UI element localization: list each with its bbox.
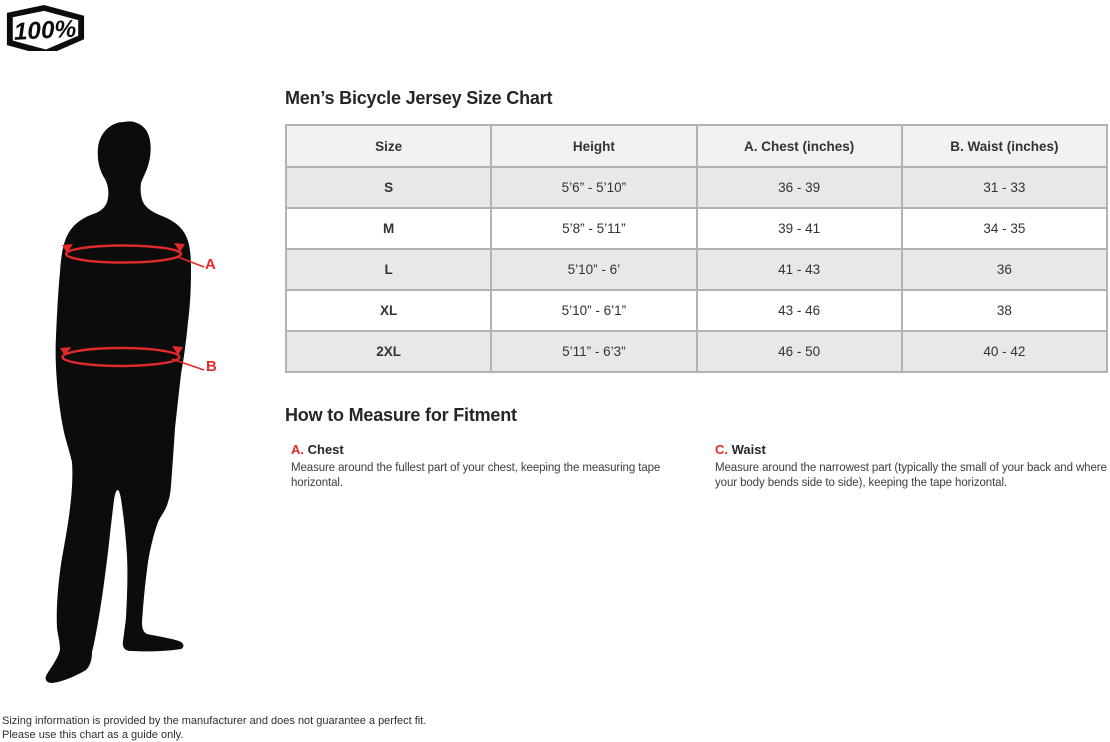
measure-key-c: C. xyxy=(715,442,728,457)
measure-desc-chest: Measure around the fullest part of your chest, keeping the measuring tape horizontal. xyxy=(291,462,661,489)
table-row xyxy=(286,249,1107,290)
cell-size: M xyxy=(286,208,491,249)
measure-key-a: A. xyxy=(291,442,304,457)
cell-waist: 36 xyxy=(902,249,1107,290)
cell-waist: 34 - 35 xyxy=(902,208,1107,249)
cell-waist: 40 - 42 xyxy=(902,331,1107,372)
cell-waist: 38 xyxy=(902,290,1107,331)
cell-height: 5’10” - 6’ xyxy=(491,249,696,290)
measure-item-chest xyxy=(291,442,679,491)
table-row xyxy=(286,167,1107,208)
measure-item-waist xyxy=(715,442,1107,491)
column-header-size: Size xyxy=(286,125,491,167)
cell-size: XL xyxy=(286,290,491,331)
100-percent-logo-icon xyxy=(3,4,87,51)
cell-chest: 46 - 50 xyxy=(697,331,902,372)
table-row xyxy=(286,208,1107,249)
svg-text:100%: 100% xyxy=(13,15,77,46)
how-to-measure-heading: How to Measure for Fitment xyxy=(285,405,517,425)
cell-height: 5’8” - 5’11” xyxy=(491,208,696,249)
measure-name-chest: Chest xyxy=(307,442,344,457)
cell-height: 5’11” - 6’3” xyxy=(491,331,696,372)
cell-waist: 31 - 33 xyxy=(902,167,1107,208)
cell-chest: 36 - 39 xyxy=(697,167,902,208)
table-header-row xyxy=(286,125,1107,167)
table-row xyxy=(286,290,1107,331)
measure-item-waist-title xyxy=(715,442,1107,457)
page-title: Men’s Bicycle Jersey Size Chart xyxy=(285,88,553,108)
cell-size: L xyxy=(286,249,491,290)
chest-measure-label-a: A xyxy=(205,256,216,273)
footer-line-2: Please use this chart as a guide only. xyxy=(2,729,184,741)
cell-height: 5’10” - 6’1” xyxy=(491,290,696,331)
column-header-chest: A. Chest (inches) xyxy=(697,125,902,167)
body-silhouette-shape xyxy=(46,121,191,683)
cell-height: 5’6” - 5’10” xyxy=(491,167,696,208)
cell-chest: 41 - 43 xyxy=(697,249,902,290)
column-header-waist: B. Waist (inches) xyxy=(902,125,1107,167)
measure-instructions xyxy=(291,442,1108,491)
size-chart-content xyxy=(285,88,1108,491)
column-header-height: Height xyxy=(491,125,696,167)
waist-measure-label-b: B xyxy=(206,358,217,375)
cell-size: S xyxy=(286,167,491,208)
measure-item-chest-title xyxy=(291,442,679,457)
footer-disclaimer xyxy=(2,714,426,742)
table-row xyxy=(286,331,1107,372)
measure-name-waist: Waist xyxy=(731,442,766,457)
cell-chest: 39 - 41 xyxy=(697,208,902,249)
male-silhouette-figure xyxy=(0,110,250,710)
measure-desc-waist: Measure around the narrowest part (typically the small of your back and where your body bends side to side), keeping the tape horizontal. xyxy=(715,462,1107,489)
size-chart-table xyxy=(285,124,1108,373)
footer-line-1: Sizing information is provided by the manufacturer and does not guarantee a perfect fit. xyxy=(2,715,427,727)
cell-chest: 43 - 46 xyxy=(697,290,902,331)
brand-logo xyxy=(3,4,87,51)
cell-size: 2XL xyxy=(286,331,491,372)
